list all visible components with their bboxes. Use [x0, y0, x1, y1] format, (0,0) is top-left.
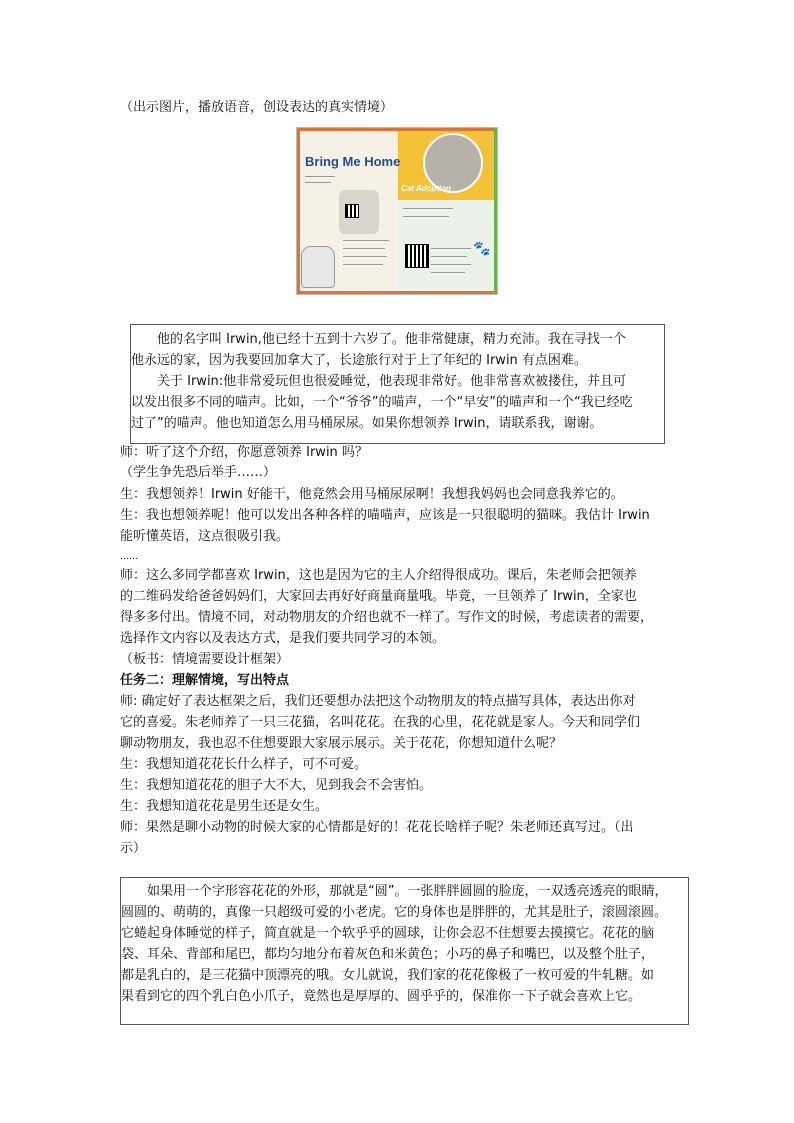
dialogue-line: 得多多付出。情境不同，对动物朋友的介绍也就不一样了。写作文的时候，考虑读者的需要，: [120, 610, 654, 625]
dialogue-line: 师：这么多同学都喜欢 Irwin，这也是因为它的主人介绍得很成功。课后，朱老师会把领养: [120, 568, 637, 583]
irwin-para2-line3: 过了”的喵声。他也知道怎么用马桶尿尿。如果你想领养 Irwin，请联系我，谢谢。: [131, 416, 603, 431]
huahua-line5: 都是乳白的，是三花猫中顶漂亮的哦。女儿就说，我们家的花花像极了一枚可爱的牛轧糖。如: [121, 968, 655, 983]
poster-text-line: [431, 264, 471, 265]
poster-frame: [297, 291, 497, 294]
poster-text-line: [431, 248, 471, 249]
poster-text-line: [305, 176, 335, 177]
irwin-para2-line1: 关于 Irwin:他非常爱玩但也很爱睡觉，他表现非常好。他非常喜欢被搂住，并且可: [157, 374, 627, 389]
task-two-heading: 任务二：理解情境，写出特点: [120, 673, 290, 688]
irwin-para1-line1: 他的名字叫 Irwin,他已经十五到十六岁了。他非常健康，精力充沛。我在寻找一个: [157, 332, 626, 347]
intro-line: （出示图片，播放语音，创设表达的真实情境）: [120, 100, 394, 115]
toilet-illustration: [301, 246, 335, 288]
poster-frame: [297, 128, 497, 131]
poster-title: Bring Me Home: [305, 154, 401, 169]
huahua-line2: 圆圆的、萌萌的，真像一只超级可爱的小老虎。它的身体也是胖胖的，尤其是肚子，滚圆滚圆。: [121, 905, 668, 920]
dialogue-line: 示）: [120, 841, 147, 856]
poster-frame: [297, 128, 300, 294]
dialogue-line: （学生争先恐后举手……）: [120, 465, 277, 480]
huahua-description-box: [120, 877, 689, 1025]
dialogue-line: 生：我想知道花花长什么样子，可不可爱。: [120, 757, 368, 772]
dialogue-line: 的二维码发给爸爸妈妈们，大家回去再好好商量商量哦。毕竟，一旦领养了 Irwin，全家也: [120, 589, 637, 604]
dialogue-line: 师: 确定好了表达框架之后，我们还要想办法把这个动物朋友的特点描写具体，表达出你对: [120, 694, 636, 709]
dialogue-line: 它的喜爱。朱老师养了一只三花猫，名叫花花。在我的心里，花花就是家人。今天和同学们: [120, 715, 641, 730]
dialogue-line: 师：果然是聊小动物的时候大家的心情都是好的！花花长啥样子呢？朱老师还真写过。（出: [120, 820, 634, 835]
huahua-line4: 袋、耳朵、背部和尾巴，都均匀地分布着灰色和米黄色；小巧的鼻子和嘴巴，以及整个肚子，: [121, 947, 655, 962]
dialogue-line: 聊动物朋友，我也忍不住想要跟大家展示展示。关于花花，你想知道什么呢？: [120, 736, 563, 751]
poster-text-line: [403, 216, 449, 217]
qr-code-large: [405, 244, 429, 268]
poster-text-line: [343, 248, 385, 249]
poster-subtitle: Cat Adoption: [401, 184, 451, 193]
irwin-intro-box: [130, 324, 665, 444]
dialogue-line: 生：我想知道花花是男生还是女生。: [120, 799, 329, 814]
poster-text-line: [343, 264, 383, 265]
huahua-line6: 果看到它的四个乳白色小爪子，竟然也是厚厚的、圆乎乎的，保准你一下子就会喜欢上它。: [121, 989, 642, 1004]
poster-text-line: [343, 240, 389, 241]
dialogue-line: 能听懂英语，这点很吸引我。: [120, 529, 290, 544]
dialogue-line: 生：我想知道花花的胆子大不大，见到我会不会害怕。: [120, 778, 433, 793]
adoption-poster-image: [296, 127, 498, 295]
poster-text-line: [305, 182, 331, 183]
huahua-line1: 如果用一个字形容花花的外形，那就是“圆”。一张胖胖圆圆的脸庞，一双透亮透亮的眼睛，: [147, 884, 668, 899]
poster-frame: [494, 128, 497, 294]
poster-text-line: [431, 256, 467, 257]
dialogue-line: 师：听了这个介绍，你愿意领养 Irwin 吗？: [120, 445, 368, 460]
paw-icon: 🐾: [473, 240, 491, 256]
poster-text-line: [343, 256, 387, 257]
dialogue-line: 生：我想领养！Irwin 好能干，他竟然会用马桶尿尿啊！我想我妈妈也会同意我养它的。: [120, 487, 624, 502]
huahua-line3: 它蜷起身体睡觉的样子，简直就是一个软乎乎的圆球，让你会忍不住想要去摸摸它。花花的脑: [121, 926, 655, 941]
irwin-para2-line2: 以发出很多不同的喵声。比如，一个“爷爷”的喵声，一个“早安”的喵声和一个“我已经吃: [131, 395, 633, 410]
qr-code-small: [345, 204, 359, 218]
dialogue-line: 生：我也想领养呢！他可以发出各种各样的喵喵声，应该是一只很聪明的猫咪。我估计 Irwin: [120, 508, 650, 523]
irwin-para1-line2: 他永远的家，因为我要回加拿大了，长途旅行对于上了年纪的 Irwin 有点困难。: [131, 353, 587, 368]
ellipsis-line: ……: [120, 552, 138, 562]
poster-text-line: [431, 272, 465, 273]
poster-text-line: [403, 208, 453, 209]
dialogue-line: 选择作文内容以及表达方式，是我们要共同学习的本领。: [120, 631, 446, 646]
board-note: （板书：情境需要设计框架）: [120, 652, 290, 667]
